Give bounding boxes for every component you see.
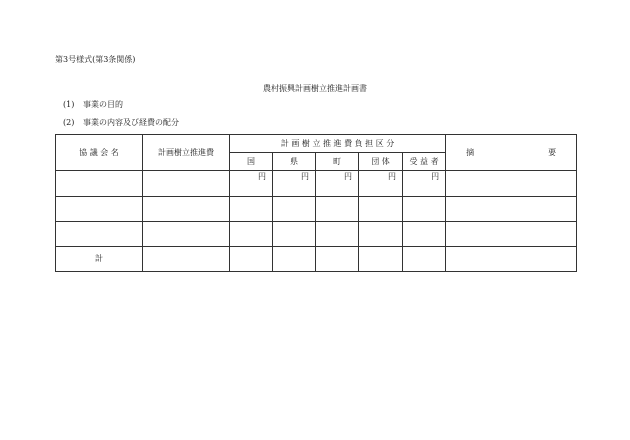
- section-item-2: [63, 118, 179, 128]
- expense-table: [55, 134, 577, 272]
- header-remarks: [446, 135, 577, 171]
- yen-unit: 円: [273, 171, 316, 197]
- form-number: 第3号様式(第3条関係): [55, 55, 136, 64]
- section-label: 事業の内容及び経費の配分: [83, 118, 179, 127]
- header-burden-division: 計 画 樹 立 推 進 費 負 担 区 分: [230, 135, 446, 153]
- yen-unit: 円: [359, 171, 403, 197]
- section-label: 事業の目的: [83, 100, 123, 109]
- yen-unit: 円: [230, 171, 273, 197]
- header-promotion-cost: 計画樹立推進費: [143, 135, 230, 171]
- header-town: 町: [316, 153, 359, 171]
- table-row: [56, 171, 577, 197]
- section-number: (1): [63, 100, 75, 109]
- header-group: 団 体: [359, 153, 403, 171]
- yen-unit: 円: [316, 171, 359, 197]
- header-remarks-right: 要: [548, 147, 557, 157]
- header-country: 国: [230, 153, 273, 171]
- section-number: (2): [63, 118, 75, 127]
- table-row: [56, 222, 577, 247]
- yen-unit: 円: [403, 171, 446, 197]
- header-remarks-left: 摘: [466, 147, 475, 157]
- header-prefecture: 県: [273, 153, 316, 171]
- table-row: [56, 197, 577, 222]
- total-label: 計: [56, 247, 143, 272]
- header-beneficiary: 受 益 者: [403, 153, 446, 171]
- section-item-1: [63, 100, 123, 110]
- table-row-total: [56, 247, 577, 272]
- document-title: 農村振興計画樹立推進計画書: [263, 84, 367, 93]
- header-council-name: 協 議 会 名: [56, 135, 143, 171]
